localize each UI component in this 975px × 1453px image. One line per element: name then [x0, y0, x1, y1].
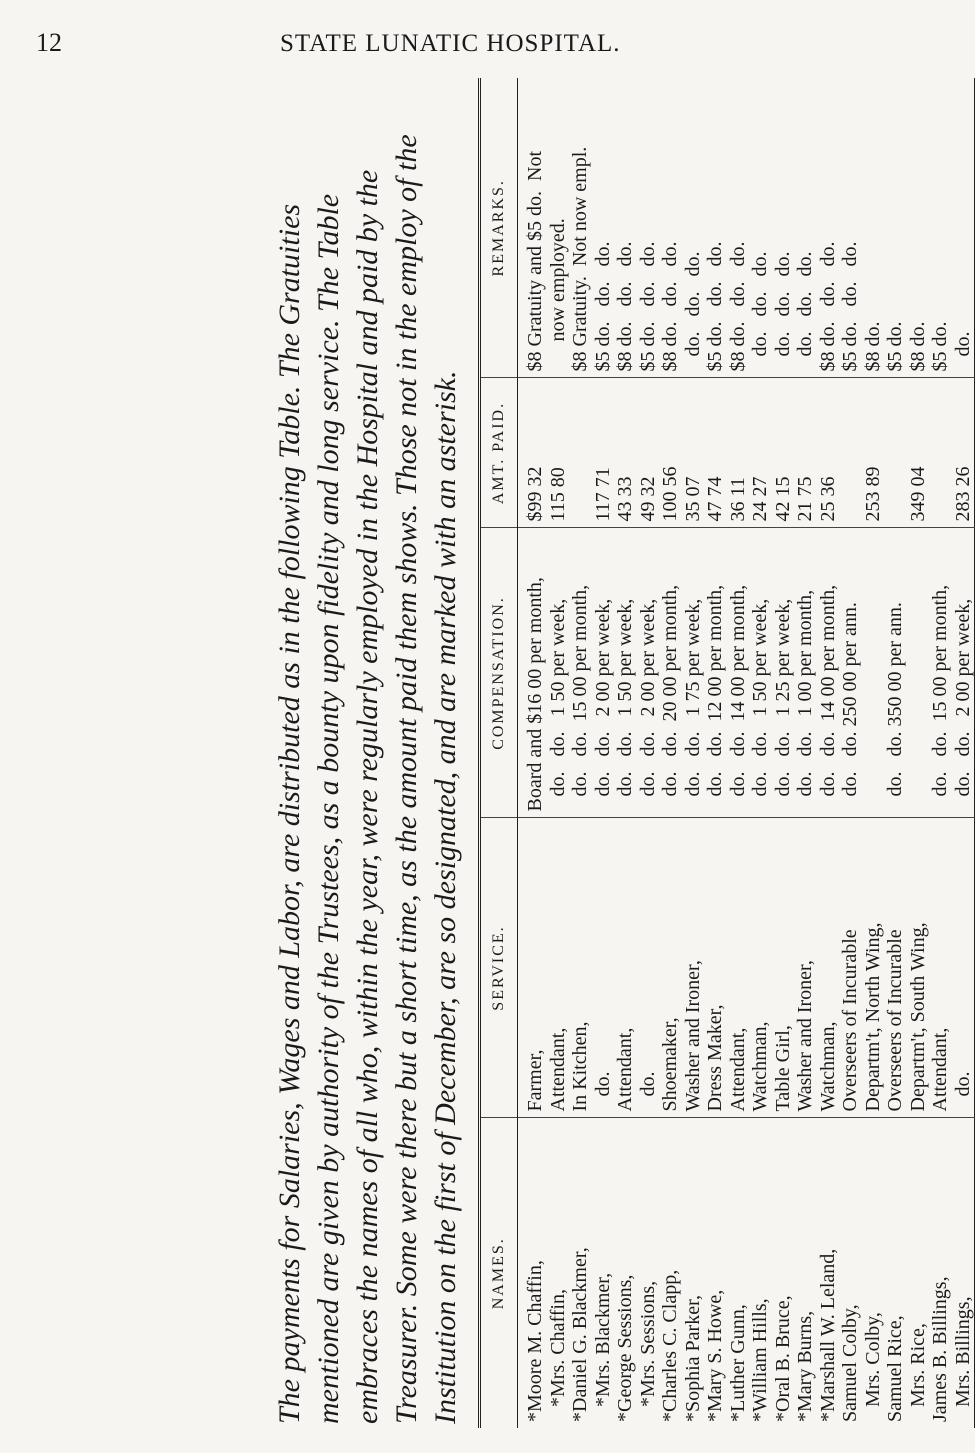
- header-compensation: COMPENSATION.: [480, 528, 518, 818]
- page-title: STATE LUNATIC HOSPITAL.: [280, 30, 621, 57]
- header-service: SERVICE.: [480, 818, 518, 1118]
- page-number: 12: [36, 28, 62, 57]
- header-amount-paid: AMT. PAID.: [480, 378, 518, 528]
- service-column: Farmer, Attendant, In Kitchen, do. Attendant, do. Shoemaker, Washer and Ironer, Dress Maker, Attendant, Watchman, Table Girl, Washer and Ironer, Watchman, Overseers of Incurable Departm't, North Wing, Overseers of Incurable Departm't, South Wing, Attendant, do.: [518, 818, 975, 1118]
- table-header-row: [480, 78, 518, 1428]
- compensation-column: Board and $16 00 per month, do. do. 1 50 per week, do. do. 15 00 per month, do. do. 2 00 per week, do. do. 1 50 per week, do. do. 2 00 per week, do. do. 20 00 per month, do. do. 1 75 per week, do. do. 12 00 per month, do. do. 14 00 per month, do. do. 1 50 per week, do. do. 1 25 per week, do. do. 1 00 per month, do. do. 14 00 per month, do. do. 250 00 per ann. do. do. 350 00 per ann. do. do. 15 00 per month, do. do. 2 00 per week,: [518, 528, 975, 818]
- payments-table: [478, 78, 975, 1428]
- table-row: [518, 78, 975, 1428]
- page-header: [0, 0, 800, 78]
- names-column: *Moore M. Chaffin, *Mrs. Chaffin, *Daniel G. Blackmer, *Mrs. Blackmer, *George Sessions, *Mrs. Sessions, *Charles C. Clapp, *Sophia Parker, *Mary S. Howe, *Luther Gunn, *William Hills, *Oral B. Bruce, *Mary Burns, *Marshall W. Leland, Samuel Colby, Mrs. Colby, Samuel Rice, Mrs. Rice, James B. Billings, Mrs. Billings,: [524, 1247, 974, 1422]
- header-names: NAMES.: [480, 1118, 518, 1428]
- amount-paid-column: $99 32 115 80 117 71 43 33 49 32 100 56 35 07 47 74 36 11 24 27 42 15 21 75 25 36 253 89 349 04 283 26: [518, 378, 975, 528]
- rotated-page-body: [240, 78, 974, 1428]
- intro-paragraph: The payments for Salaries, Wages and Labor, are distributed as in the following Table. The Gratuities mentioned are given by authority of the Trustees, as a bounty upon fidelity and long service. The Table embraces the names of all who, within the year, were regularly employed in the Hospital and paid by the Treasurer. Some were there but a short time, as the amount paid them shows. Those not in the employ of the Institution on the first of December, are so designated, and are marked with an asterisk.: [273, 134, 462, 1424]
- header-remarks: REMARKS.: [480, 78, 518, 378]
- remarks-column: $8 Gratuity and $5 do. Not now employed. $8 Gratuity. Not now empl. $5 do. do. do. $8 do. do. do. $5 do. do. do. $8 do. do. do. do. do. do. $5 do. do. do. $8 do. do. do. do. do. do. do. do. do. do. do. do. $8 do. do. do. $5 do. do. do. $8 do. $5 do. $8 do. $5 do. do.: [518, 78, 975, 378]
